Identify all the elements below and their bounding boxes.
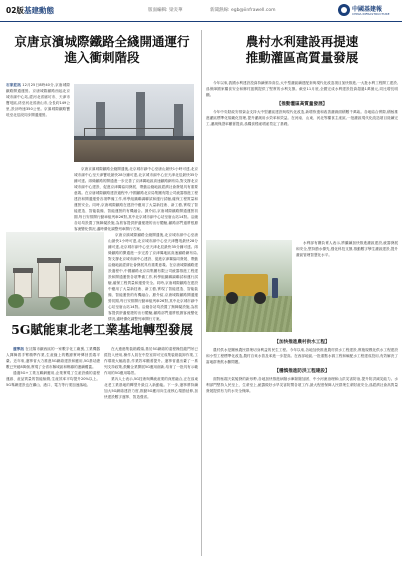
agri-body-paragraph-2: 水利部有關負責人表示,將繼續加快推進灌區建設,統籌發展和安全,堅持節水優先,強化科技支撐,推動數字孿生灌區建設,提升灌區管理智慧化水平。 xyxy=(296,241,398,257)
village-photo xyxy=(6,232,104,316)
rail-body-upper xyxy=(74,166,198,230)
fiveg-body-left xyxy=(6,346,100,556)
agri-body-upper xyxy=(206,80,398,236)
fiveg-article-headline xyxy=(6,322,198,342)
agri-body-middle xyxy=(296,240,398,332)
fiveg-body-paragraph-2: 通過5G+工業互聯網應用,企業實現了生產設備的遠程運維、產品質量的智能檢測,生產效率平均提升20%以上。5G專網建設也在礦山、港口、電力等行業加速落地。 xyxy=(6,371,100,387)
agri-body-paragraph-4: 面對極端天氣頻發的新形勢,各地加快推進病險水庫除險加固、中小河流治理和山洪災害防治,提升防洪減災能力。水利部門堅持人民至上、生命至上,統籌做好水旱災害防禦各項工作,最大程度保障人民群衆生命財產安全,爲經濟社會高質量發展提供有力的水安全保障。 xyxy=(206,377,398,393)
irrigation-photo xyxy=(206,240,292,332)
rail-caption-column xyxy=(6,82,70,230)
agri-subhead-2: 【加快推進農村供水工程】 xyxy=(274,340,330,345)
agri-article-headline xyxy=(206,34,398,76)
section-title: 基建動態 xyxy=(24,6,54,15)
fiveg-caption-lead: 遼寧訊 xyxy=(13,347,25,351)
page-number: 02版 xyxy=(6,6,24,15)
agri-subhead-3: 【穩慎推進防洪工程建設】 xyxy=(274,369,330,374)
fiveg-body-right xyxy=(104,346,198,556)
logo-text: 中國基建報 xyxy=(352,6,383,13)
column-divider xyxy=(201,30,202,556)
rail-body-lower xyxy=(108,232,198,321)
rail-article-headline xyxy=(6,34,198,76)
agri-body-paragraph-1: 今年中央財政安排資金支持大中型灌區建設與現代化改造,新增恢復和改善灌溉面積數千萬畝。各地結合實際,積極推進灌區標準化規範化管理,提升灌溉用水效率和效益。在河南、山東、河北等糧食主產區,一批灌區現代化改造項目陸續完工,灌溉保證率顯著提高,爲糧食穩產增產奠定了基礎。 xyxy=(206,110,398,126)
agri-headline-line-1: 農村水利建設再提速 xyxy=(245,34,359,49)
agri-intro: 今年以來,我國水利建設投資持續保持高位,大中型灌區續建配套與現代化改造項目加快推進,一大批水利工程開工建設,爲保障國家糧食安全和鄉村振興提供了堅實的水利支撐。截至11月底,全國完成水利建設投資超過1萬億元,同比增長明顯。 xyxy=(206,81,398,97)
rail-headline-line-1: 京唐京濱城際鐵路全綫開通運行 xyxy=(14,34,190,49)
rail-body-text: 京唐京濱城際鐵路全綫開通後,北京城市副中心至唐山最快1小時可達,北京城市副中心至天津寶坻最快28分鐘可達,北京城市副中心至天津北辰最快35分鐘可達。兩條鐵路的開通進一步完善了京津冀地區高速鐵路網布局,對支撐北京城市副中心建設、促進京津冀協同發展、帶動沿綫地區經濟社會發展具有重要意義。在京唐城際鐵路建設過程中,中國鐵路北京局集團有限公司統籌推進工程建設和開通運營各項準備工作,科學組織聯調聯試和運行試驗,確保工程質量和運營安全。同時,京唐城際鐵路在建設中應用了大量新技術、新工藝,實現了智能建造、智能裝備、智能運營的有機融合。據介紹,京唐城際鐵路開通運營初期,每日安排開行動車組列車26對,其中北京城市副中心站至唐山站14對。沿綫各站均設置了無障礙設施,為旅客提供舒適便捷的出行體驗,鐵路部門還將根據客流變化情況,適時優化調整列車開行方案。 xyxy=(74,167,198,231)
rail-caption-lead: 石家莊訊 xyxy=(6,83,21,87)
fiveg-headline: 5G賦能東北老工業基地轉型發展 xyxy=(11,322,193,337)
editor-credit: 版面編輯: 梁炎華 xyxy=(148,8,183,13)
page-header xyxy=(0,0,402,22)
agri-body-paragraph-3: 農村供水是關係農民群衆切身利益的民生工程。今年以來,各地加快推進農村供水工程建設,實施規模化供水工程建設和小型工程標準化改造,農村自來水普及率進一步提高。在西部地區,一批重點水源工程和輸配水工程建成投用,有效解決了當地群衆飲水難問題。 xyxy=(206,348,398,364)
rail-headline-line-2: 進入衝刺階段 xyxy=(64,50,140,66)
agri-body-lower xyxy=(206,336,398,556)
fiveg-body-paragraph-4: 業內人士表示,5G技術與傳統產業的深度融合,正在爲東北老工業基地的轉型升級注入新動能。下一步,遼寧將持續加大5G網絡建設力度,推動5G應用向生產核心環節延伸,加快建設數字遼寧、智造強省。 xyxy=(104,377,198,399)
agri-headline-line-2: 推動灌區高質量發展 xyxy=(245,50,359,66)
fiveg-body-paragraph-1: 在沈陽市鐵西區的一家數字化工廠裏,工業機器人揮舞着手臂精準作業,生產綫上的數據實時傳回雲端平臺。近年來,遼寧省大力推進5G網絡建設和應用,5G基站總數已突破8萬個,實現了全省市縣城區和鄉鎮的連續覆蓋。 xyxy=(6,347,100,369)
fiveg-body-paragraph-3: 在大連港集裝箱碼頭,基於5G網絡的遠程操控龍門吊已經投入使用,操作人員在中控室即可完成集裝箱裝卸作業,工作環境大幅改善,作業效率顯著提升。遼寧省還出臺了一系列支持政策,鼓勵企業開展5G應用創新,培育了一批具有示範作用的5G應用場景。 xyxy=(104,347,198,375)
rail-bridge-photo xyxy=(74,84,194,162)
rail-caption-text: 12月25日8時40分,京唐城際鐵路開通運營。京唐城際鐵路西起北京城市副中心站,經河北省廊坊市、天津市寶坻區,終至河北省唐山市,全長約149公里,設計時速350公里。京濱城際鐵路寶坻至北辰段同步開通運營。 xyxy=(6,83,70,117)
newspaper-logo xyxy=(338,3,398,19)
rail-body-text-continued: 京唐京濱城際鐵路全綫開通後,北京城市副中心至唐山最快1小時可達,北京城市副中心至天津寶坻最快28分鐘可達,北京城市副中心至天津北辰最快35分鐘可達。兩條鐵路的開通進一步完善了京津冀地區高速鐵路網布局,對支撐北京城市副中心建設、促進京津冀協同發展、帶動沿綫地區經濟社會發展具有重要意義。在京唐城際鐵路建設過程中,中國鐵路北京局集團有限公司統籌推進工程建設和開通運營各項準備工作,科學組織聯調聯試和運行試驗,確保工程質量和運營安全。同時,京唐城際鐵路在建設中應用了大量新技術、新工藝,實現了智能建造、智能裝備、智能運營的有機融合。據介紹,京唐城際鐵路開通運營初期,每日安排開行動車組列車26對,其中北京城市副中心站至唐山站14對。沿綫各站均設置了無障礙設施,為旅客提供舒適便捷的出行體驗,鐵路部門還將根據客流變化情況,適時優化調整列車開行方案。 xyxy=(108,233,198,321)
logo-emblem-icon xyxy=(338,4,350,16)
logo-subtitle: CHINA INFRASTRUCTURE xyxy=(352,12,390,16)
contact-email: 新聞熱線: egb@iinfrawell.com xyxy=(210,8,276,13)
agri-subhead-1: 【推動灌區高質量發展】 xyxy=(276,102,328,107)
